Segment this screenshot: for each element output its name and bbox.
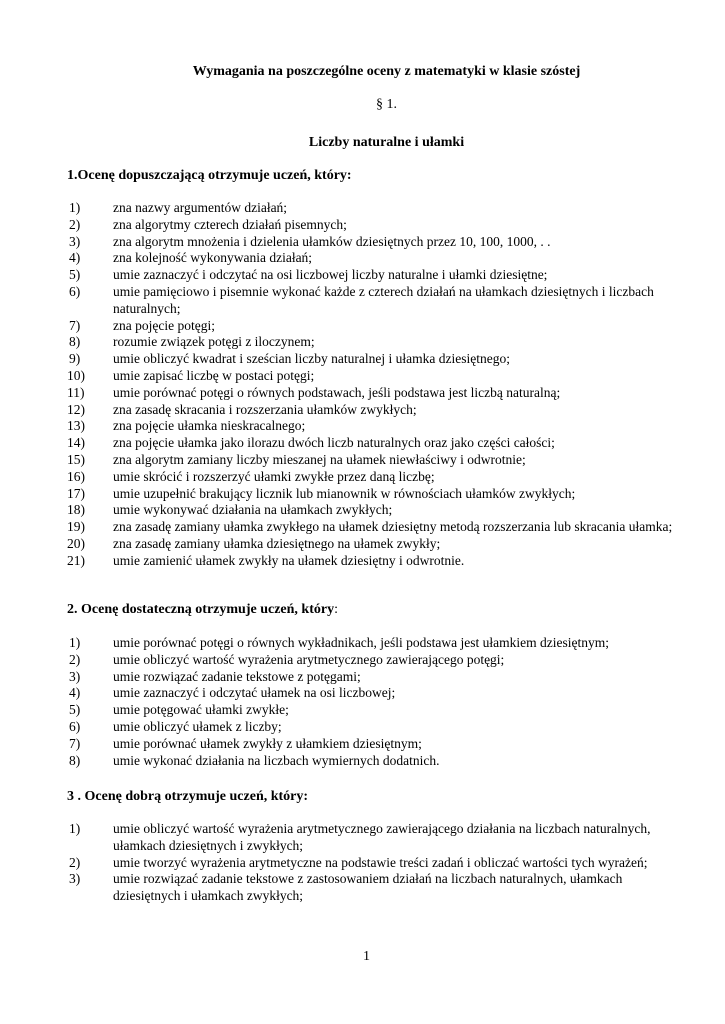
list-item-number: 1)	[69, 821, 81, 836]
list-item-number: 7)	[69, 735, 81, 751]
list-item	[69, 267, 679, 284]
list-item-number: 15)	[67, 451, 85, 467]
section-heading: 2. Ocenę dostateczną otrzymuje uczeń, który:	[67, 602, 338, 617]
list-item-text: umie tworzyć wyrażenia arytmetyczne na podstawie treści zadań i obliczać wartości tych wyrażeń;	[113, 854, 648, 870]
list-item-text: umie potęgować ułamki zwykłe;	[113, 702, 289, 718]
list-item	[69, 234, 679, 251]
list-item-number: 3)	[69, 668, 81, 684]
list-item-text: zna pojęcie ułamka nieskracalnego;	[113, 418, 306, 434]
list-item-text: umie obliczyć wartość wyrażenia arytmetycznego zawierającego potęgi;	[113, 651, 505, 667]
list-item-number: 1)	[69, 200, 81, 215]
list-item-number: 5)	[69, 702, 81, 718]
list-item-number: 4)	[69, 250, 81, 266]
list-item-text: umie rozwiązać zadanie tekstowe z zastosowaniem działań na liczbach naturalnych, ułamkach dziesiętnych i ułamkach zwykłych;	[113, 871, 623, 904]
list-item-number: 4)	[69, 685, 81, 701]
list-item	[69, 452, 679, 469]
list-item-text: umie obliczyć kwadrat i sześcian liczby naturalnej i ułamka dziesiętnego;	[113, 351, 510, 367]
list-item-text: umie skrócić i rozszerzyć ułamki zwykłe przez daną liczbę;	[113, 468, 435, 484]
requirements-list	[69, 200, 679, 570]
list-item-number: 13)	[67, 418, 85, 434]
list-item-text: umie porównać potęgi o równych wykładnikach, jeśli podstawa jest ułamkiem dziesiętnym;	[113, 635, 610, 650]
list-item-number: 2)	[69, 216, 81, 232]
list-item-number: 11)	[67, 384, 85, 400]
paragraph-mark: § 1.	[376, 97, 397, 112]
list-item-text: umie rozwiązać zadanie tekstowe z potęgami;	[113, 668, 361, 684]
list-item-text: zna algorytm mnożenia i dzielenia ułamków dziesiętnych przez 10, 100, 1000, . .	[113, 233, 551, 249]
list-item	[69, 652, 679, 669]
list-item	[69, 402, 679, 419]
list-item	[69, 318, 679, 335]
list-item-text: zna pojęcie potęgi;	[113, 317, 215, 333]
list-item-text: zna algorytmy czterech działań pisemnych;	[113, 216, 347, 232]
list-item-number: 1)	[69, 635, 81, 650]
list-item	[69, 368, 679, 385]
list-item-number: 6)	[69, 283, 81, 299]
list-item	[69, 250, 679, 267]
list-item	[69, 469, 679, 486]
list-item	[69, 435, 679, 452]
list-item	[69, 635, 679, 652]
list-item	[69, 351, 679, 368]
list-item	[69, 736, 679, 753]
list-item	[69, 217, 679, 234]
list-item-text: zna zasadę zamiany ułamka zwykłego na ułamek dziesiętny metodą rozszerzania lub skracania ułamka;	[113, 519, 673, 535]
list-item-number: 2)	[69, 651, 81, 667]
list-item	[69, 669, 679, 686]
list-item-text: zna zasadę zamiany ułamka dziesiętnego na ułamek zwykły;	[113, 535, 441, 551]
list-item-text: umie obliczyć wartość wyrażenia arytmetycznego zawierającego działania na liczbach naturalnych, ułamkach dziesiętnych i zwykłych;	[113, 821, 651, 853]
requirements-list	[69, 635, 679, 769]
page-number: 1	[363, 949, 370, 964]
list-item	[69, 719, 679, 736]
list-item	[69, 871, 679, 905]
list-item-number: 19)	[67, 519, 85, 535]
list-item-number: 7)	[69, 317, 81, 333]
list-item-text: umie wykonać działania na liczbach wymiernych dodatnich.	[113, 752, 440, 768]
list-item-text: zna zasadę skracania i rozszerzania ułamków zwykłych;	[113, 401, 417, 417]
list-item	[69, 284, 679, 318]
document-subtitle: Liczby naturalne i ułamki	[308, 135, 465, 150]
list-item	[69, 685, 679, 702]
list-item	[69, 519, 679, 536]
list-item-text: umie zamienić ułamek zwykły na ułamek dziesiętny i odwrotnie.	[113, 552, 465, 568]
list-item	[69, 702, 679, 719]
list-item	[69, 200, 679, 217]
list-item-number: 16)	[67, 468, 85, 484]
list-item-text: umie zapisać liczbę w postaci potęgi;	[113, 367, 315, 383]
section-heading: 1.Ocenę dopuszczającą otrzymuje uczeń, który:	[67, 168, 352, 183]
list-item-text: umie wykonywać działania na ułamkach zwykłych;	[113, 502, 393, 518]
list-item-number: 5)	[69, 267, 81, 283]
list-item	[69, 753, 679, 770]
list-item-number: 18)	[67, 502, 85, 518]
list-item-number: 8)	[69, 752, 81, 768]
list-item-number: 14)	[67, 435, 85, 451]
list-item	[69, 553, 679, 570]
list-item-text: umie porównać ułamek zwykły z ułamkiem dziesiętnym;	[113, 735, 422, 751]
list-item-text: umie uzupełnić brakujący licznik lub mianownik w równościach ułamków zwykłych;	[113, 485, 576, 501]
list-item-text: zna kolejność wykonywania działań;	[113, 250, 313, 266]
list-item-number: 3)	[69, 233, 81, 249]
list-item-number: 20)	[67, 535, 85, 551]
list-item-number: 2)	[69, 854, 81, 870]
requirements-list	[69, 821, 679, 905]
list-item-text: umie zaznaczyć i odczytać ułamek na osi liczbowej;	[113, 685, 396, 701]
list-item-number: 6)	[69, 718, 81, 734]
list-item-number: 21)	[67, 552, 85, 568]
list-item-number: 12)	[67, 401, 85, 417]
list-item-number: 8)	[69, 334, 81, 350]
list-item	[69, 334, 679, 351]
list-item-text: umie zaznaczyć i odczytać na osi liczbowej liczby naturalne i ułamki dziesiętne;	[113, 267, 548, 283]
document-title: Wymagania na poszczególne oceny z matematyki w klasie szóstej	[192, 64, 581, 79]
list-item	[69, 502, 679, 519]
list-item	[69, 418, 679, 435]
list-item	[69, 855, 679, 872]
list-item-number: 17)	[67, 485, 85, 501]
list-item-text: rozumie związek potęgi z iloczynem;	[113, 334, 315, 350]
list-item	[69, 536, 679, 553]
list-item-text: zna nazwy argumentów działań;	[113, 200, 288, 215]
list-item-text: umie porównać potęgi o równych podstawach, jeśli podstawa jest liczbą naturalną;	[113, 384, 561, 400]
list-item	[69, 385, 679, 402]
section-heading: 3 . Ocenę dobrą otrzymuje uczeń, który:	[67, 789, 309, 804]
list-item-text: umie pamięciowo i pisemnie wykonać każde z czterech działań na ułamkach dziesiętnych i liczbach naturalnych;	[113, 283, 654, 316]
list-item	[69, 821, 679, 855]
list-item	[69, 486, 679, 503]
list-item-number: 3)	[69, 871, 81, 887]
list-item-number: 9)	[69, 351, 81, 367]
list-item-text: zna algorytm zamiany liczby mieszanej na ułamek niewłaściwy i odwrotnie;	[113, 451, 526, 467]
list-item-text: umie obliczyć ułamek z liczby;	[113, 718, 282, 734]
list-item-text: zna pojęcie ułamka jako ilorazu dwóch liczb naturalnych oraz jako części całości;	[113, 435, 555, 451]
list-item-number: 10)	[67, 367, 85, 383]
